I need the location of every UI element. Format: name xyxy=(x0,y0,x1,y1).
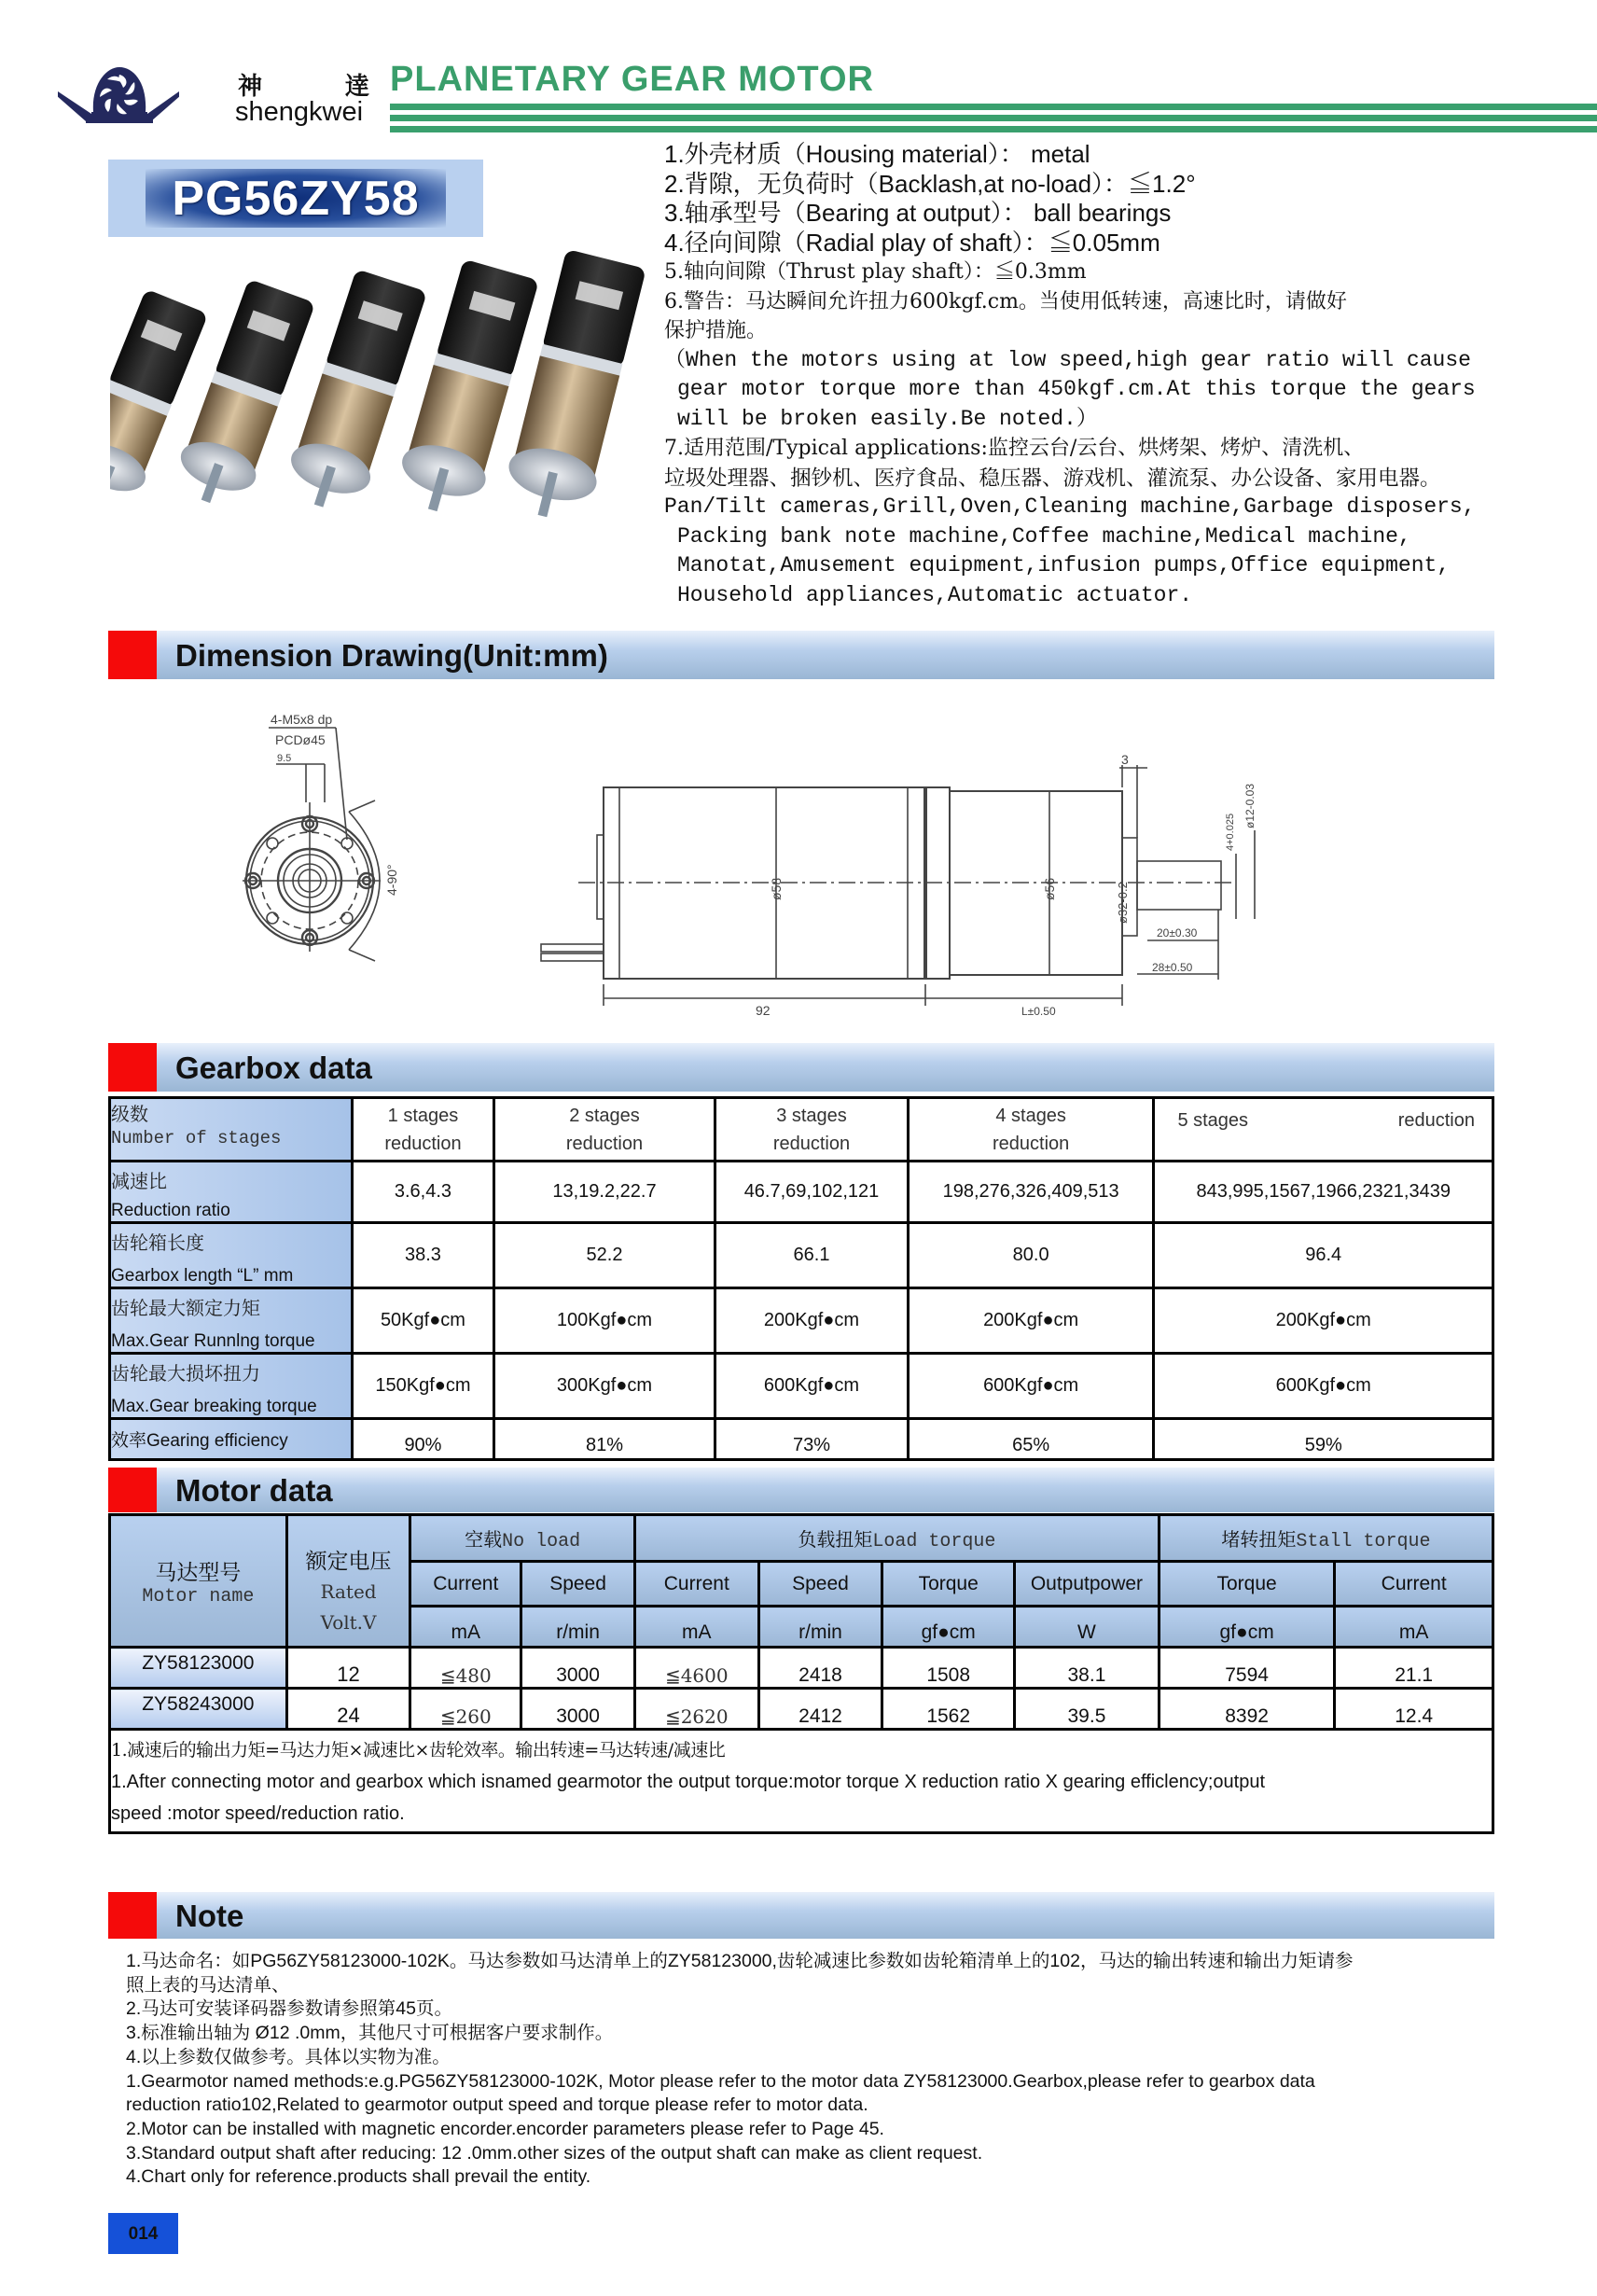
table-cell: 150Kgf●cm xyxy=(353,1354,494,1419)
table-row xyxy=(110,1223,1493,1288)
note-item: reduction ratio102,Related to gearmotor output speed and torque please refer to motor data. xyxy=(126,2094,868,2116)
row-header-en: Reduction ratio xyxy=(111,1201,230,1220)
motor-name-header-en: Motor name xyxy=(142,1585,255,1607)
row-header xyxy=(110,1288,353,1354)
motor-name-header xyxy=(110,1515,287,1648)
table-cell: 50Kgf●cm xyxy=(353,1288,494,1354)
spec-applications-cn: 垃圾处理器、捆钞机、医疗食品、稳压器、游戏机、灌流泵、办公设备、家用电器。 xyxy=(664,466,1441,490)
model-name: PG56ZY58 xyxy=(172,172,420,226)
spec-applications-en: Manotat,Amusement equipment,infusion pumps,Office equipment, xyxy=(677,553,1451,577)
label-dia-32: ø32-0.2 xyxy=(1116,882,1130,924)
row-header-en: Max.Gear Runnlng torque xyxy=(111,1331,315,1351)
table-cell: 600Kgf●cm xyxy=(908,1354,1154,1419)
section-marker xyxy=(108,1043,157,1092)
row-header-cn: 齿轮最大额定力矩 xyxy=(111,1297,260,1319)
unit-header: mA xyxy=(1335,1607,1493,1648)
note-item: 3.标准输出轴为 Ø12 .0mm，其他尺寸可根据客户要求制作。 xyxy=(126,2023,614,2044)
table-cell: 200Kgf●cm xyxy=(908,1288,1154,1354)
column-header: Torque xyxy=(882,1562,1015,1607)
row-header-cn: 减速比 xyxy=(111,1170,167,1192)
motor-name: ZY58123000 xyxy=(110,1648,287,1689)
table-cell: 66.1 xyxy=(715,1223,909,1288)
stage-1-header: 1 stages reduction xyxy=(353,1098,494,1162)
brand-chinese-char-1: 神 xyxy=(238,73,263,101)
table-cell: 3000 xyxy=(521,1648,635,1689)
label-dim-L: L±0.50 xyxy=(1021,1005,1056,1018)
spec-warning: 6.警告：马达瞬间允许扭力600kgf.cm。当使用低转速，高速比时，请做好 xyxy=(664,289,1347,313)
shengkwei-logo-icon xyxy=(58,56,179,131)
spec-warning-en: （When the motors using at low speed,high gear ratio will cause xyxy=(664,347,1471,372)
table-cell: ≦2620 xyxy=(634,1689,758,1730)
note-item: 2.马达可安装译码器参数请参照第45页。 xyxy=(126,1998,452,2020)
label-dim-28: 28±0.50 xyxy=(1152,961,1193,974)
table-cell: 300Kgf●cm xyxy=(493,1354,715,1419)
notes-list xyxy=(126,1950,1497,2190)
section-title: Dimension Drawing(Unit:mm) xyxy=(175,638,608,673)
header-stripe xyxy=(390,115,1597,121)
spec-warning-en: will be broken easily.Be noted.） xyxy=(677,406,1098,431)
note-item: 照上表的马达清单、 xyxy=(126,1974,290,1996)
section-header-gearbox xyxy=(108,1043,1494,1092)
spec-warning-en: gear motor torque more than 450kgf.cm.At this torque the gears xyxy=(677,377,1476,401)
table-cell: 21.1 xyxy=(1335,1648,1493,1689)
table-cell: 52.2 xyxy=(493,1223,715,1288)
spec-applications-en: Household appliances,Automatic actuator. xyxy=(677,582,1193,607)
spec-bearing: 3.轴承型号（Bearing at output）： ball bearings xyxy=(664,199,1172,227)
table-cell: 38.3 xyxy=(353,1223,494,1288)
table-cell: 3.6,4.3 xyxy=(353,1162,494,1223)
motor-1 xyxy=(110,287,212,514)
motor-row xyxy=(110,1648,1493,1689)
spec-warning-cont: 保护措施。 xyxy=(664,319,768,342)
table-cell: 3000 xyxy=(521,1689,635,1730)
unit-header: mA xyxy=(410,1607,521,1648)
table-cell: 80.0 xyxy=(908,1223,1154,1288)
table-cell: 7594 xyxy=(1159,1648,1334,1689)
unit-header: r/min xyxy=(521,1607,635,1648)
unit-header: r/min xyxy=(758,1607,882,1648)
brand-chinese-char-2: 逹 xyxy=(345,73,370,101)
spec-applications-en: Pan/Tilt cameras,Grill,Oven,Cleaning machine,Garbage disposers, xyxy=(664,494,1476,519)
section-header-motor xyxy=(108,1468,1494,1512)
unit-header: gf●cm xyxy=(882,1607,1015,1648)
label-pcd: PCDø45 xyxy=(275,732,326,747)
stage-3-header: 3 stages reduction xyxy=(715,1098,909,1162)
section-header-dimension xyxy=(108,631,1494,679)
table-cell: 198,276,326,409,513 xyxy=(908,1162,1154,1223)
row-header-en: Number of stages xyxy=(111,1128,282,1148)
motor-table xyxy=(108,1513,1494,1834)
section-header-note xyxy=(108,1892,1494,1939)
row-header xyxy=(110,1098,353,1162)
column-header: Speed xyxy=(758,1562,882,1607)
table-cell: 12.4 xyxy=(1335,1689,1493,1730)
note-item: 4.Chart only for reference.products shall prevail the entity. xyxy=(126,2166,591,2188)
note-item: 4.以上参数仅做参考。具体以实物为准。 xyxy=(126,2046,451,2067)
table-cell: 59% xyxy=(1154,1419,1493,1460)
spec-thrust-play: 5.轴向间隙（Thrust play shaft）：≦0.3mm xyxy=(664,260,1087,284)
row-header xyxy=(110,1162,353,1223)
header-stripe xyxy=(390,104,1597,110)
table-note-cn: 1.减速后的输出力矩=马达力矩×减速比×齿轮效率。输出转速=马达转速/减速比 xyxy=(111,1740,726,1760)
table-note-en: speed :motor speed/reduction ratio. xyxy=(111,1803,405,1824)
spec-list xyxy=(664,140,1588,610)
table-row xyxy=(110,1098,1493,1162)
table-cell: 39.5 xyxy=(1015,1689,1160,1730)
label-key-4: 4+0.025 xyxy=(1225,813,1236,851)
table-cell: 46.7,69,102,121 xyxy=(715,1162,909,1223)
table-cell: 81% xyxy=(493,1419,715,1460)
table-row xyxy=(110,1419,1493,1460)
rated-volt-header xyxy=(286,1515,410,1648)
unit-header: gf●cm xyxy=(1159,1607,1334,1648)
table-cell: 73% xyxy=(715,1419,909,1460)
section-title: Gearbox data xyxy=(175,1051,372,1085)
table-cell: 12 xyxy=(286,1648,410,1689)
column-header: Current xyxy=(634,1562,758,1607)
table-cell: 2412 xyxy=(758,1689,882,1730)
column-header: Speed xyxy=(521,1562,635,1607)
page-number: 014 xyxy=(128,2224,159,2244)
page-number-badge xyxy=(108,2213,178,2254)
row-header-cn: 齿轮箱长度 xyxy=(111,1231,204,1254)
label-dim-92: 92 xyxy=(756,1003,771,1018)
table-cell: ≦4600 xyxy=(634,1648,758,1689)
rated-volt-header-unit: Volt.V xyxy=(320,1611,377,1634)
spec-housing: 1.外壳材质（Housing material）： metal xyxy=(664,140,1090,168)
group-header-load-torque: 负载扭矩Load torque xyxy=(634,1515,1159,1562)
row-header-en: Max.Gear breaking torque xyxy=(111,1397,317,1416)
spec-applications: 7.适用范围/Typical applications:监控云台/云台、烘烤架、烤炉、清洗机、 xyxy=(664,437,1365,460)
motor-name: ZY58243000 xyxy=(110,1689,287,1730)
side-view xyxy=(541,765,1255,1017)
note-item: 2.Motor can be installed with magnetic encorder.encorder parameters please refer to Page 45. xyxy=(126,2118,884,2139)
note-item: 3.Standard output shaft after reducing: 12 .0mm.other sizes of the output shaft can make as client request. xyxy=(126,2142,983,2164)
label-dim-20: 20±0.30 xyxy=(1157,926,1198,939)
motor-name-header-cn: 马达型号 xyxy=(155,1560,242,1585)
label-dim-3: 3 xyxy=(1121,752,1129,767)
spec-radial-play: 4.径向间隙（Radial play of shaft）：≦0.05mm xyxy=(664,228,1160,257)
motor-row xyxy=(110,1689,1493,1730)
header-stripe xyxy=(390,126,1597,132)
spec-backlash: 2.背隙，无负荷时（Backlash,at no-load）：≦1.2° xyxy=(664,169,1196,198)
label-holes: 4-M5x8 dp xyxy=(271,712,333,727)
section-marker xyxy=(108,1468,157,1512)
table-cell: 65% xyxy=(908,1419,1154,1460)
table-cell: ≦480 xyxy=(410,1648,521,1689)
table-cell: 13,19.2,22.7 xyxy=(493,1162,715,1223)
note-item: 1.Gearmotor named methods:e.g.PG56ZY58123000-102K, Motor please refer to the motor data ZY58123000.Gearbox,please refer to gearbox data xyxy=(126,2070,1315,2092)
table-cell: 38.1 xyxy=(1015,1648,1160,1689)
section-title: Note xyxy=(175,1899,244,1933)
label-dia-58: ø58 xyxy=(769,877,784,900)
model-badge xyxy=(108,160,483,237)
table-cell: 1508 xyxy=(882,1648,1015,1689)
column-header: Outputpower xyxy=(1015,1562,1160,1607)
table-cell: 200Kgf●cm xyxy=(715,1288,909,1354)
page-title: PLANETARY GEAR MOTOR xyxy=(390,60,874,99)
table-cell: 8392 xyxy=(1159,1689,1334,1730)
table-note-en: 1.After connecting motor and gearbox which isnamed gearmotor the output torque:motor torque X reduction ratio X gearing efficlency;output xyxy=(111,1772,1266,1792)
row-header xyxy=(110,1223,353,1288)
table-cell: 600Kgf●cm xyxy=(715,1354,909,1419)
section-title: Motor data xyxy=(175,1473,333,1508)
row-header-cn: 效率 xyxy=(111,1430,147,1451)
table-cell: 2418 xyxy=(758,1648,882,1689)
table-cell: 1562 xyxy=(882,1689,1015,1730)
table-cell: ≦260 xyxy=(410,1689,521,1730)
stage-2-header: 2 stages reduction xyxy=(493,1098,715,1162)
row-header xyxy=(110,1354,353,1419)
rated-volt-header-cn: 额定电压 xyxy=(305,1550,392,1574)
group-header-stall-torque: 堵转扭矩Stall torque xyxy=(1159,1515,1493,1562)
table-cell: 200Kgf●cm xyxy=(1154,1288,1493,1354)
table-note-row xyxy=(110,1730,1493,1833)
table-cell: 100Kgf●cm xyxy=(493,1288,715,1354)
label-dia-56: ø56 xyxy=(1042,877,1057,900)
table-row xyxy=(110,1162,1493,1223)
section-marker xyxy=(108,1892,157,1939)
label-angle: 4-90° xyxy=(384,864,399,896)
row-header-cn: 级数 xyxy=(111,1103,148,1125)
dimension-drawing xyxy=(224,709,1306,1026)
note-item: 1.马达命名：如PG56ZY58123000-102K。马达参数如马达清单上的ZY58123000,齿轮减速比参数如齿轮箱清单上的102，马达的输出转速和输出力矩请参 xyxy=(126,1951,1354,1971)
table-row xyxy=(110,1288,1493,1354)
stage-4-header: 4 stages reduction xyxy=(908,1098,1154,1162)
table-cell: 600Kgf●cm xyxy=(1154,1354,1493,1419)
unit-header: mA xyxy=(634,1607,758,1648)
front-view xyxy=(243,728,381,961)
brand-name: shengkwei xyxy=(235,97,364,127)
table-note xyxy=(110,1730,1493,1833)
spec-applications-en: Packing bank note machine,Coffee machine,Medical machine, xyxy=(677,523,1411,549)
column-header: Torque xyxy=(1159,1562,1334,1607)
row-header-en: Gearbox length “L” mm xyxy=(111,1266,294,1286)
table-cell: 90% xyxy=(353,1419,494,1460)
row-header xyxy=(110,1419,353,1460)
table-cell: 96.4 xyxy=(1154,1223,1493,1288)
table-header-row xyxy=(110,1515,1493,1562)
stage-5-header: 5 stages reduction xyxy=(1154,1098,1493,1162)
row-header-en: Gearing efficiency xyxy=(146,1431,288,1451)
table-cell: 843,995,1567,1966,2321,3439 xyxy=(1154,1162,1493,1223)
unit-header: W xyxy=(1015,1607,1160,1648)
row-header-cn: 齿轮最大损坏扭力 xyxy=(111,1362,260,1385)
column-header: Current xyxy=(1335,1562,1493,1607)
section-marker xyxy=(108,631,157,679)
group-header-no-load: 空载No load xyxy=(410,1515,635,1562)
table-row xyxy=(110,1354,1493,1419)
label-9-5: 9.5 xyxy=(277,753,292,764)
product-photo xyxy=(110,244,660,552)
column-header: Current xyxy=(410,1562,521,1607)
gearbox-table xyxy=(108,1096,1494,1461)
rated-volt-header-en: Rated xyxy=(320,1580,377,1603)
label-dia-12: ø12-0.03 xyxy=(1243,783,1257,828)
table-cell: 24 xyxy=(286,1689,410,1730)
